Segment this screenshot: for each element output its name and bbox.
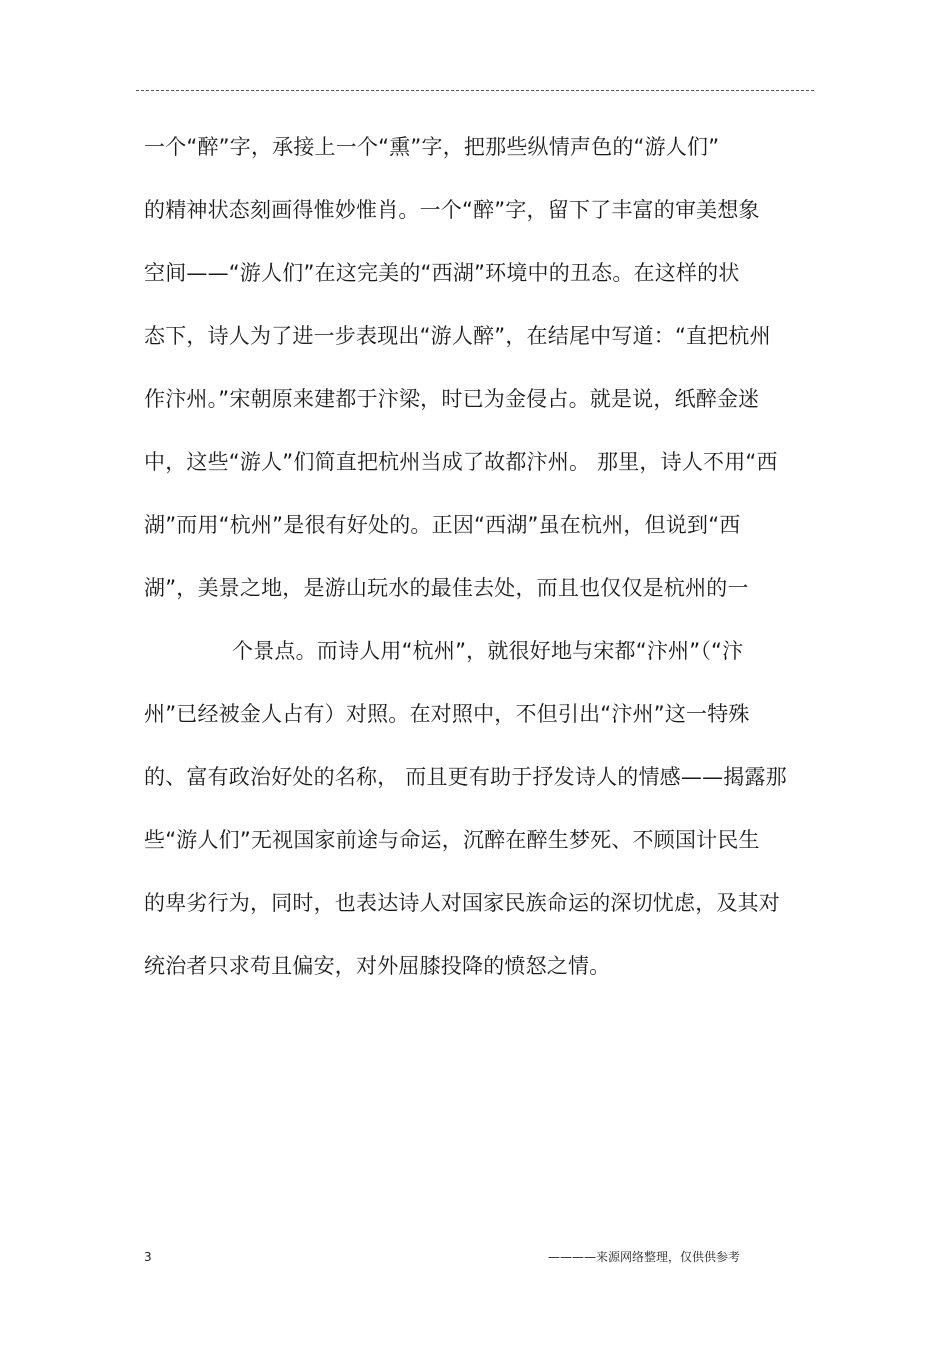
- paragraph-line: 的精神状态刻画得惟妙惟肖。一个“醉”字，留下了丰富的审美想象: [144, 198, 760, 222]
- paragraph-line: 湖”而用“杭州”是很有好处的。正因“西湖”虽在杭州，但说到“西: [144, 513, 741, 537]
- paragraph-line: 统治者只求苟且偏安，对外屈膝投降的愤怒之情。: [144, 954, 611, 978]
- paragraph-line: 州”已经被金人占有）对照。在对照中，不但引出“汴州”这一特殊: [144, 702, 750, 726]
- paragraph-line: 湖”，美景之地，是游山玩水的最佳去处，而且也仅仅是杭州的一: [144, 576, 749, 600]
- header-divider: [136, 90, 814, 91]
- paragraph-line: 空间——“游人们”在这完美的“西湖”环境中的丑态。在这样的状: [144, 261, 740, 285]
- paragraph-line: 些“游人们”无视国家前途与命运，沉醉在醉生梦死、不顾国计民生: [144, 828, 760, 852]
- paragraph-line: 一个“醉”字，承接上一个“熏”字，把那些纵情声色的“游人们”: [144, 135, 720, 159]
- paragraph-line: 个景点。而诗人用“杭州”，就很好地与宋都“汴州”（“汴: [232, 639, 744, 663]
- paragraph-line: 态下，诗人为了进一步表现出“游人醉”，在结尾中写道：“直把杭州: [144, 324, 771, 348]
- page-footer: [0, 1246, 950, 1268]
- paragraph-line: 的、富有政治好处的名称， 而且更有助于抒发诗人的情感——揭露那: [144, 765, 787, 789]
- footer-source-note: ————来源网络整理，仅供供参考: [548, 1250, 741, 1264]
- paragraph-line: 中，这些“游人”们简直把杭州当成了故都汴州。 那里，诗人不用“西: [144, 450, 778, 474]
- page-number: 3: [144, 1250, 152, 1264]
- paragraph-line: 作汴州。”宋朝原来建都于汴梁，时已为金侵占。就是说，纸醉金迷: [144, 387, 760, 411]
- body-paragraph: [144, 126, 814, 1008]
- paragraph-line: 的卑劣行为，同时，也表达诗人对国家民族命运的深切忧虑，及其对: [144, 891, 780, 915]
